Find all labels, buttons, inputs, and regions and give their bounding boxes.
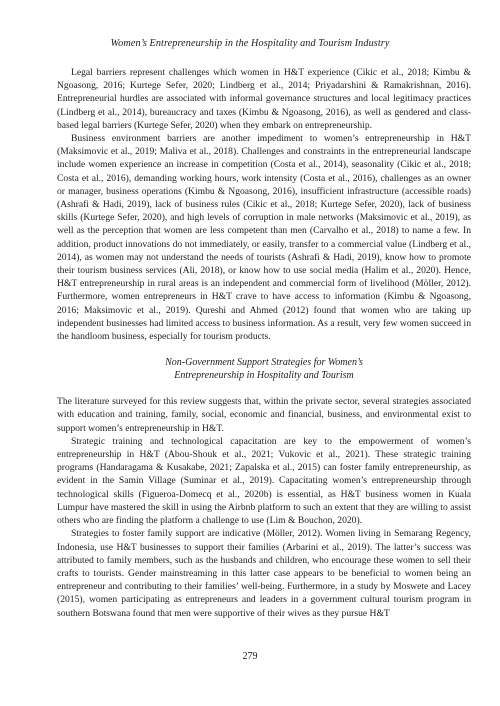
section-heading-line-2: Entrepreneurship in Hospitality and Tourism [174,370,354,382]
paragraph-business-environment-barriers: Business environment barriers are another impediment to women’s entrepreneurship in H&T (Maksimovic et al., 2019; Maliva et al., 2018). Challenges and constraints in the entrepreneurial landscape include women experience an increase in competition (Costa et al., 2014), seasonality (Cikic et al., 2018; Costa et al., 2016), demanding working hours, work intensity (Costa et al., 2016), challenges as an owner or manager, business operations (Kimbu & Ngoasong, 2016), insufficient infrastructure (accessible roads) (Ashrafi & Hadi, 2019), lack of business rules (Cikic et al., 2018; Kurtege Sefer, 2020), lack of business skills (Kurtege Sefer, 2020), and high levels of corruption in male networks (Maksimovic et al., 2019), as well as the perception that women are less competent than men (Carvalho et al., 2018) to name a few. In addition, product innovations do not immediately, or easily, transfer to a commercial value (Lindberg et al., 2014), as women may not understand the needs of tourists (Ashrafi & Hadi, 2019), know how to promote their tourism business services (Ali, 2018), or know how to use social media (Halim et al., 2020). Hence, H&T entrepreneurship in rural areas is an independent and commercial form of livelihood (Möller, 2012). Furthermore, women entrepreneurs in H&T crave to have access to information (Kimbu & Ngoasong, 2016; Maksimovic et al., 2019). Qureshi and Ahmed (2012) found that women who are taking up independent businesses had limited access to business information. As a result, very few women succeed in the handloom business, especially for tourism products. [57,133,471,343]
running-head: Women’s Entrepreneurship in the Hospitality and Tourism Industry [110,38,390,49]
paragraph-family-support: Strategies to foster family support are indicative (Möller, 2012). Women living in Semarang Regency, Indonesia, use H&T businesses to support their families (Arbarini et al., 2019). The latter’s success was attributed to family members, such as the husbands and children, who encourage these women to sell their crafts to tourists. Gender mainstreaming in this latter case appears to be beneficial to women being an entrepreneur and contributing to their families’ well-being. Furthermore, in a study by Moswete and Lacey (2015), women participating as entrepreneurs and leaders in a government cultural tourism program in southern Botswana found that men were supportive of their wives as they pursue H&T [57,528,471,619]
body-text [57,66,471,620]
paragraph-legal-barriers: Legal barriers represent challenges which women in H&T experience (Cikic et al., 2018; Kimbu & Ngoasong, 2016; Kurtege Sefer, 2020; Lindberg et al., 2014; Priyadarshini & Ramakrishnan, 2016). Entrepreneurial hurdles are associated with informal governance structures and local legitimacy practices (Lindberg et al., 2014), bureaucracy and taxes (Kimbu & Ngoasong, 2016), as well as gendered and class-based legal barriers (Kurtege Sefer, 2020) when they embark on entrepreneurship. [57,67,471,131]
section-heading-line-1: Non-Government Support Strategies for Women’s [165,357,363,369]
paragraph-strategic-training: Strategic training and technological capacitation are key to the empowerment of women’s entrepreneurship in H&T (Abou-Shouk et al., 2021; Vukovic et al., 2021). These strategic training programs (Handaragama & Kusakabe, 2021; Zapalska et al., 2015) can foster family entrepreneurship, as evident in the Samin Village (Suminar et al., 2019). Capacitating women’s entrepreneurship through technological skills (Figueroa-Domecq et al., 2020b) is essential, as H&T business women in Kuala Lumpur have mastered the skill in using the Airbnb platform to such an extent that they are willing to assist others who are finding the platform a challenge to use (Lim & Bouchon, 2020). [57,435,471,527]
page-number: 279 [242,651,258,662]
paragraph-literature-survey: The literature surveyed for this review suggests that, within the private sector, several strategies associated with education and training, family, social, economic and financial, business, and environmental exist to support women’s entrepreneurship in H&T. [57,396,471,434]
section-heading [57,356,471,382]
